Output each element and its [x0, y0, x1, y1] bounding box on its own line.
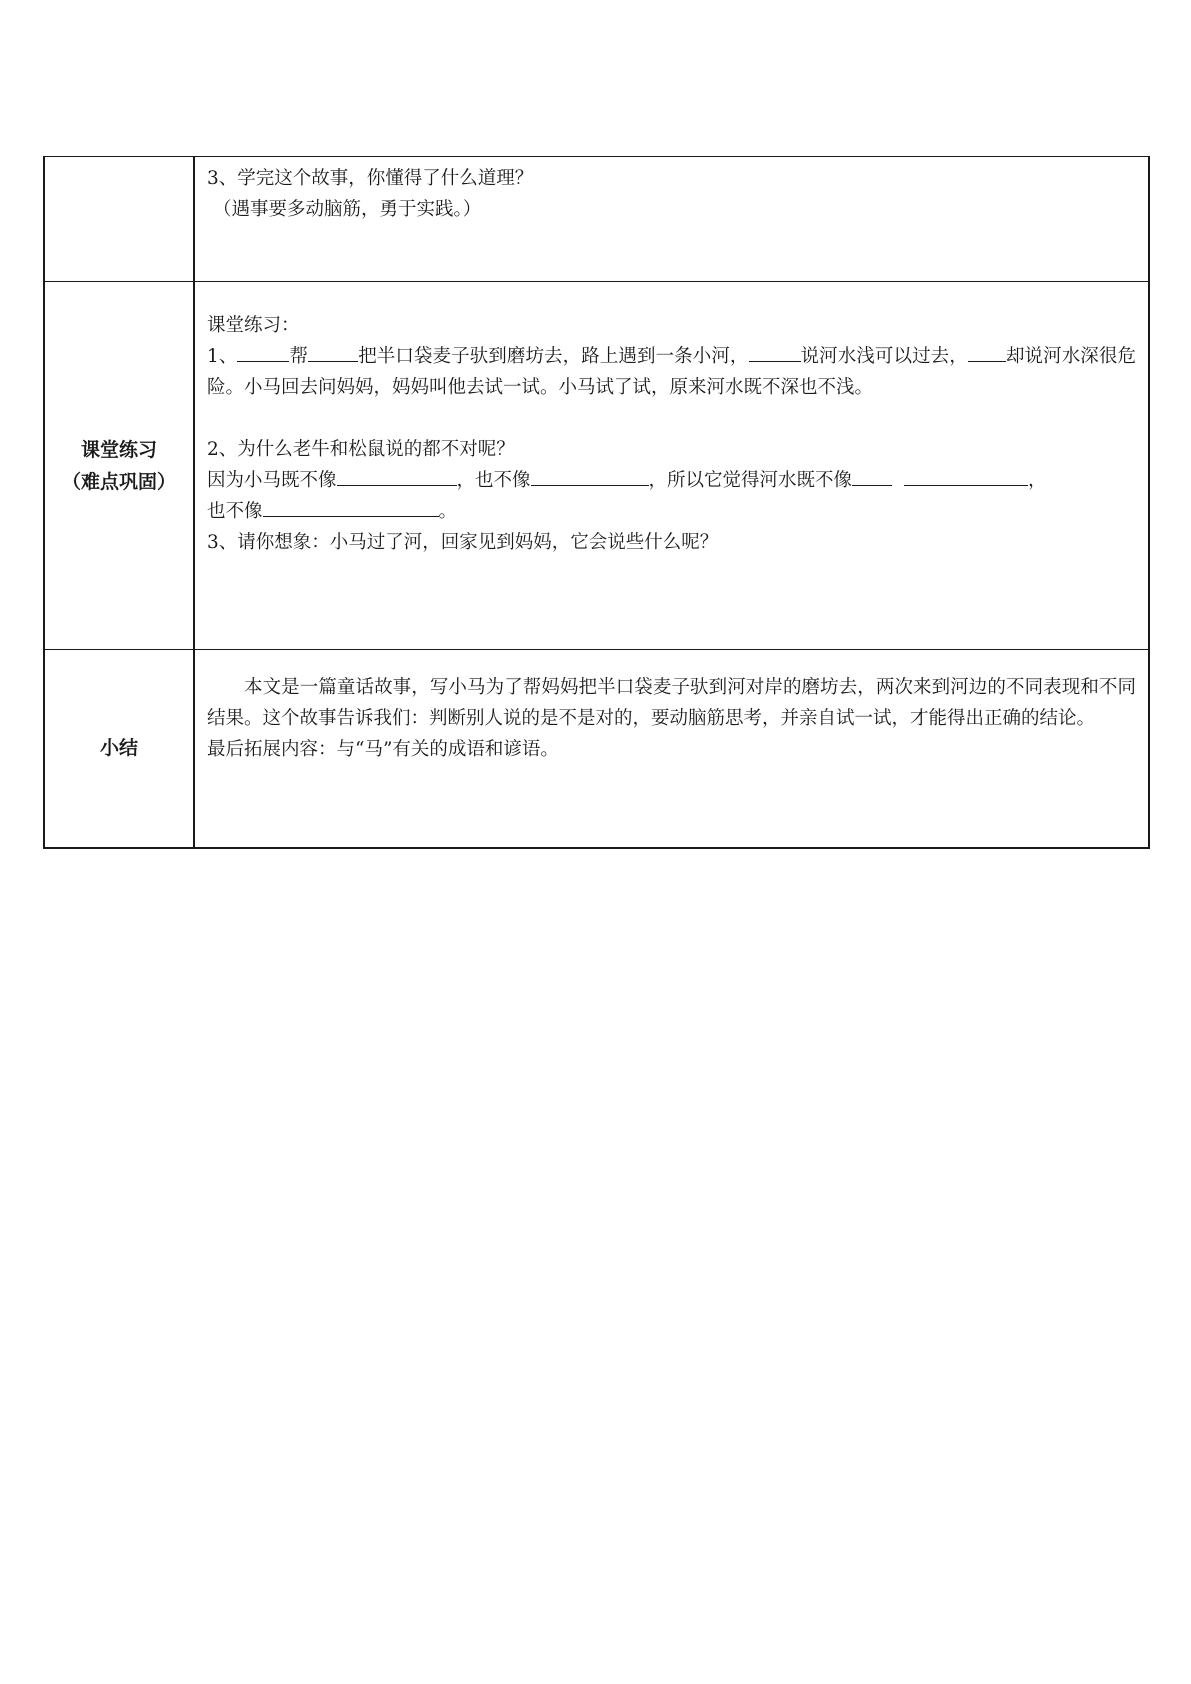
fill-blank[interactable]: [749, 343, 801, 362]
question-3-text: 3、学完这个故事，你懂得了什么道理？: [207, 168, 534, 189]
fill-blank[interactable]: [968, 343, 1006, 362]
q2-text: ，也不像: [456, 470, 531, 491]
exercise-heading: 课堂练习：: [207, 315, 300, 336]
exercise-question-1: [207, 341, 1136, 403]
content-cell: [194, 157, 1149, 282]
q1-prefix: 1、: [207, 346, 238, 367]
content-cell: [194, 282, 1149, 650]
summary-extension: 最后拓展内容：与“马”有关的成语和谚语。: [207, 739, 559, 760]
exercise-question-2: 2、为什么老牛和松鼠说的都不对呢？: [207, 439, 515, 460]
row-label-empty: [44, 157, 194, 282]
summary-label: 小结: [99, 737, 138, 760]
q1-part-c: 说河水浅可以过去，: [800, 346, 968, 367]
q1-part-d: 却说河水深很危险。小马回去问妈妈，妈妈叫他去试一试。小马试了试，原来河水既不深也不浅。: [207, 346, 1136, 398]
table-row: [44, 282, 1149, 650]
content-cell: [194, 650, 1149, 848]
q2-text: 因为小马既不像: [207, 470, 337, 491]
q1-part-a: 帮: [289, 346, 309, 367]
lesson-plan-table: [43, 156, 1150, 849]
row-label-title: 课堂练习: [80, 438, 157, 461]
exercise-question-3: 3、请你想象：小马过了河，回家见到妈妈，它会说些什么呢？: [207, 532, 719, 553]
q1-part-b: 把半口袋麦子驮到磨坊去，路上遇到一条小河，: [358, 346, 749, 367]
row-label: [44, 650, 194, 848]
row-label-subtitle: （难点巩固）: [61, 470, 176, 493]
summary-paragraph: 本文是一篇童话故事，写小马为了帮妈妈把半口袋麦子驮到河对岸的磨坊去，两次来到河边的不同表现和不同结果。这个故事告诉我们：判断别人说的是不是对的，要动脑筋思考，并亲自试一试，才能得出正确的结论。: [207, 677, 1136, 729]
answer-text: （遇事要多动脑筋，勇于实践。）: [213, 199, 482, 220]
fill-blank[interactable]: [237, 343, 289, 362]
q2-answer-line-2: [207, 496, 1136, 527]
q2-text: 也不像: [207, 501, 263, 522]
fill-blank[interactable]: [904, 467, 1028, 486]
table-row: [44, 157, 1149, 282]
q2-text: ，: [1028, 470, 1047, 491]
fill-blank[interactable]: [308, 343, 358, 362]
fill-blank[interactable]: [263, 498, 439, 517]
fill-blank[interactable]: [337, 467, 457, 486]
q2-text: 。: [438, 501, 458, 522]
table-row: [44, 650, 1149, 848]
fill-blank[interactable]: [852, 467, 892, 486]
q2-text: ，所以它觉得河水既不像: [648, 470, 853, 491]
q2-answer-line-1: [207, 465, 1136, 496]
fill-blank[interactable]: [531, 467, 649, 486]
row-label: [44, 282, 194, 650]
